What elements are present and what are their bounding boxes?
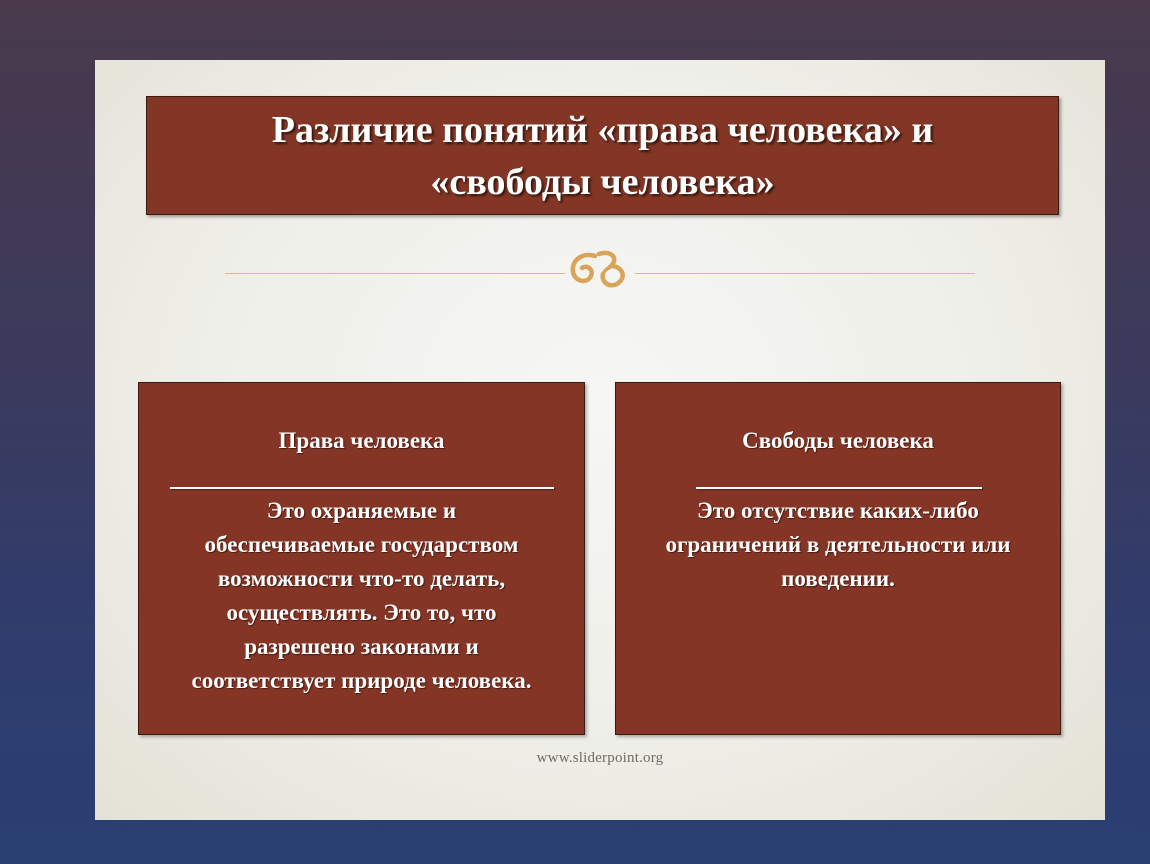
- slide-title: Различие понятий «права человека» и «свободы человека»: [271, 108, 934, 203]
- card-human-freedoms: [615, 382, 1061, 735]
- divider-line-left: [225, 273, 565, 274]
- card-underline: [696, 487, 982, 489]
- fleuron-ornament-icon: [565, 246, 635, 294]
- title-box: [146, 96, 1059, 215]
- slide: [95, 60, 1105, 820]
- card-title: Свободы человека: [742, 428, 934, 453]
- card-body: Это охраняемые и обеспечиваемые государством возможности что-то делать, осуществлять. Это то, что разрешено законами и соответствует природе человека.: [191, 498, 532, 693]
- card-human-rights: [138, 382, 585, 735]
- footer-url: www.sliderpoint.org: [536, 750, 664, 766]
- divider-line-right: [635, 273, 975, 274]
- card-underline: [170, 487, 554, 489]
- card-body: Это отсутствие каких-либо ограничений в деятельности или поведении.: [665, 498, 1011, 591]
- card-title: Права человека: [278, 428, 445, 453]
